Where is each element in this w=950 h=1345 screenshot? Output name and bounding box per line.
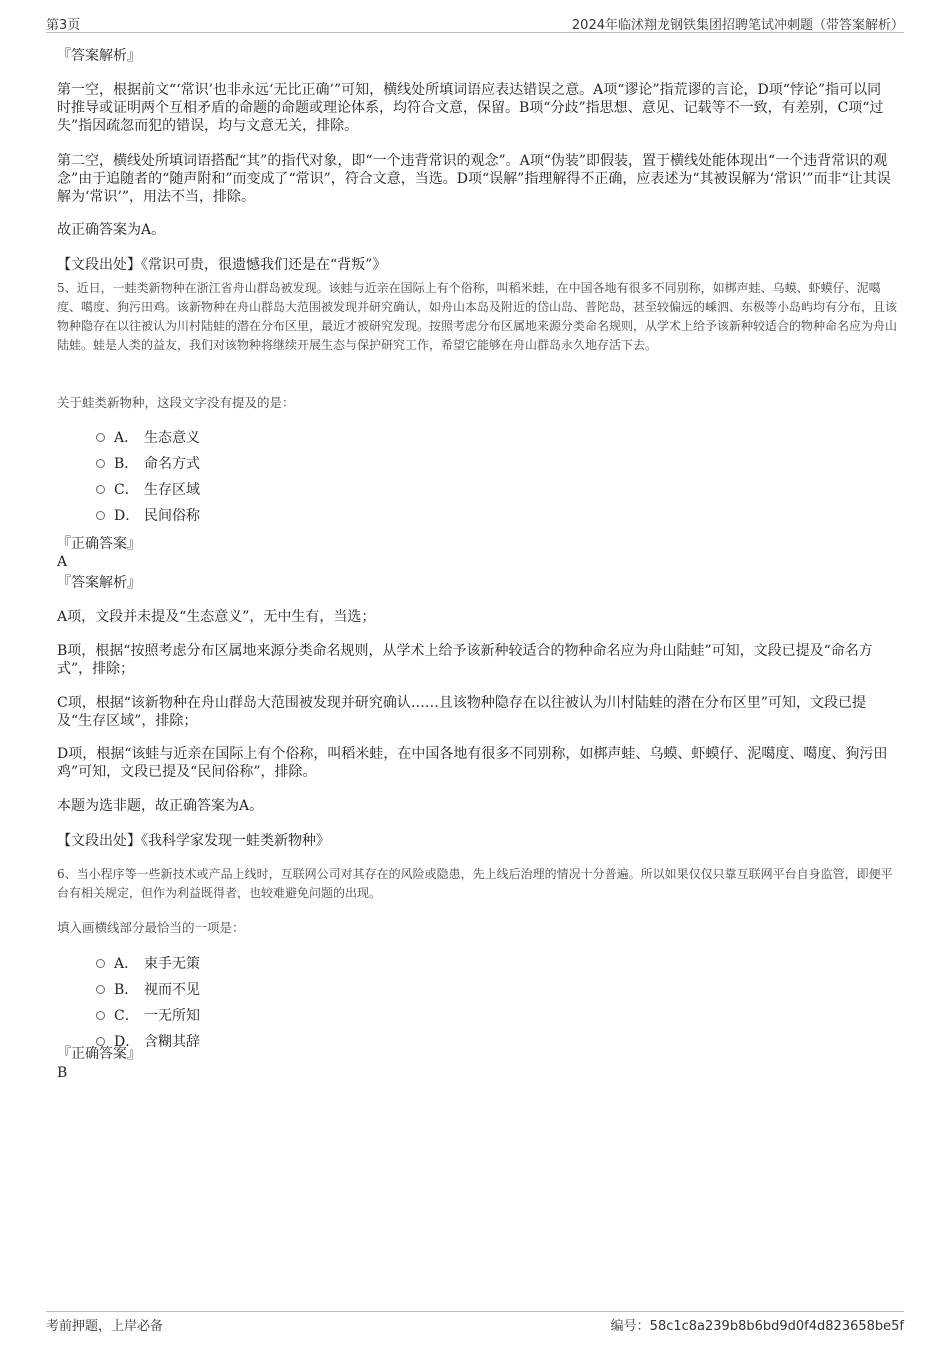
q6-question: 填入画横线部分最恰当的一项是： bbox=[57, 920, 245, 935]
option-text: 生态意义 bbox=[144, 430, 200, 446]
q5-source: 【文段出处】《我科学家发现一蛙类新物种》 bbox=[57, 833, 330, 849]
q6-option-b[interactable] bbox=[96, 979, 200, 999]
q6-option-a[interactable] bbox=[96, 953, 200, 973]
footer-divider bbox=[46, 1311, 904, 1312]
q5-analysis-b: B项，根据“按照考虑分布区属地来源分类命名规则，从学术上给予该新种较适合的物种命名应为舟山陆蛙”可知，文段已提及“命名方式”，排除； bbox=[57, 643, 873, 677]
q5-question: 关于蛙类新物种，这段文字没有提及的是： bbox=[57, 395, 295, 410]
radio-icon[interactable] bbox=[96, 459, 105, 468]
header-divider bbox=[46, 32, 904, 33]
q5-conclusion: 本题为选非题，故正确答案为A。 bbox=[57, 798, 264, 814]
q6-answer: B bbox=[57, 1065, 68, 1081]
prev-source: 【文段出处】《常识可贵，很遗憾我们还是在“背叛”》 bbox=[57, 257, 387, 273]
q5-analysis-a: A项，文段并未提及“生态意义”，无中生有，当选； bbox=[57, 609, 376, 625]
option-text: 生存区域 bbox=[144, 482, 200, 498]
footer-slogan: 考前押题，上岸必备 bbox=[46, 1319, 164, 1334]
q5-analysis-c: C项，根据“该新物种在舟山群岛大范围被发现并研究确认……且该物种隐存在以往被认为川村陆蛙的潜在分布区里”可知，文段已提及“生存区域”，排除； bbox=[57, 695, 867, 729]
q5-analysis-d: D项，根据“该蛙与近亲在国际上有个俗称，叫稻米蛙，在中国各地有很多不同别称，如梆声蛙、乌蟆、虾蟆仔、泥噶度、噶度、狗污田鸡”可知，文段已提及“民间俗称”，排除。 bbox=[57, 746, 888, 780]
option-letter: D． bbox=[114, 508, 140, 524]
radio-icon[interactable] bbox=[96, 433, 105, 442]
q5-answer-label: 『正确答案』 bbox=[57, 536, 141, 552]
q6-answer-label: 『正确答案』 bbox=[57, 1046, 141, 1062]
radio-icon[interactable] bbox=[96, 959, 105, 968]
q5-option-a[interactable] bbox=[96, 427, 200, 447]
footer-code: 编号：58c1c8a239b8b6bd9d0f4d823658be5f bbox=[610, 1319, 904, 1334]
radio-icon[interactable] bbox=[96, 985, 105, 994]
q5-option-b[interactable] bbox=[96, 453, 200, 473]
page-number: 第3页 bbox=[46, 18, 81, 33]
option-text: 束手无策 bbox=[144, 956, 200, 972]
option-letter: A． bbox=[114, 956, 139, 972]
radio-icon[interactable] bbox=[96, 1011, 105, 1020]
q6-option-c[interactable] bbox=[96, 1005, 200, 1025]
option-text: 视而不见 bbox=[144, 982, 200, 998]
prev-analysis-para-2: 第二空，横线处所填词语搭配“其”的指代对象，即“一个违背常识的观念”。A项“伪装”即假装，置于横线处能体现出“一个违背常识的观念”由于追随者的“随声附和”而变成了“常识”，符合文意，当选。D项“误解”指理解得不正确，应表述为“其被误解为‘常识’”而非“让其误解为‘常识’”，用法不当，排除。 bbox=[57, 153, 891, 205]
q5-answer: A bbox=[57, 554, 68, 570]
option-text: 含糊其辞 bbox=[144, 1034, 200, 1050]
radio-icon[interactable] bbox=[96, 511, 105, 520]
radio-icon[interactable] bbox=[96, 485, 105, 494]
option-text: 一无所知 bbox=[144, 1008, 200, 1024]
prev-analysis-label: 『答案解析』 bbox=[57, 48, 141, 64]
option-text: 命名方式 bbox=[144, 456, 200, 472]
option-letter: C． bbox=[114, 482, 139, 498]
q5-passage: 5、近日，一蛙类新物种在浙江省舟山群岛被发现。该蛙与近亲在国际上有个俗称，叫稻米蛙，在中国各地有很多不同别称，如梆声蛙、乌蟆、虾蟆仔、泥噶度、噶度、狗污田鸡。该新物种在舟山群岛大范围被发现并研究确认，如舟山本岛及附近的岱山岛、普陀岛，甚至较偏远的嵊泗、东极等小岛屿均有分布，且该物种隐存在以往被认为川村陆蛙的潜在分布区里，最近才被研究发现。按照考虑分布区属地来源分类命名规则，从学术上给予该新种较适合的物种命名应为舟山陆蛙。蛙是人类的益友，我们对该物种将继续开展生态与保护研究工作，希望它能够在舟山群岛永久地存活下去。 bbox=[57, 281, 898, 352]
prev-conclusion: 故正确答案为A。 bbox=[57, 222, 166, 238]
option-letter: C． bbox=[114, 1008, 139, 1024]
q5-analysis-label: 『答案解析』 bbox=[57, 575, 141, 591]
option-text: 民间俗称 bbox=[144, 508, 200, 524]
option-letter: D． bbox=[114, 1034, 140, 1050]
q6-passage: 6、当小程序等一些新技术或产品上线时，互联网公司对其存在的风险或隐患，先上线后治理的情况十分普遍。所以如果仅仅只靠互联网平台自身监管，即便平台有相关规定，但作为利益既得者，也较难避免问题的出现。 bbox=[57, 867, 893, 900]
document-title: 2024年临沭翔龙钢铁集团招聘笔试冲刺题（带答案解析） bbox=[571, 18, 904, 33]
option-letter: A． bbox=[114, 430, 139, 446]
q5-option-d[interactable] bbox=[96, 505, 200, 525]
option-letter: B． bbox=[114, 456, 139, 472]
option-letter: B． bbox=[114, 982, 139, 998]
q5-option-c[interactable] bbox=[96, 479, 200, 499]
prev-analysis-para-1: 第一空，根据前文“‘常识’也非永远‘无比正确’”可知，横线处所填词语应表达错误之意。A项“谬论”指荒谬的言论，D项“悖论”指可以同时推导或证明两个互相矛盾的命题的命题或理论体系，均符合文意，保留。B项“分歧”指思想、意见、记载等不一致，有差别，C项“过失”指因疏忽而犯的错误，均与文意无关，排除。 bbox=[57, 82, 884, 134]
